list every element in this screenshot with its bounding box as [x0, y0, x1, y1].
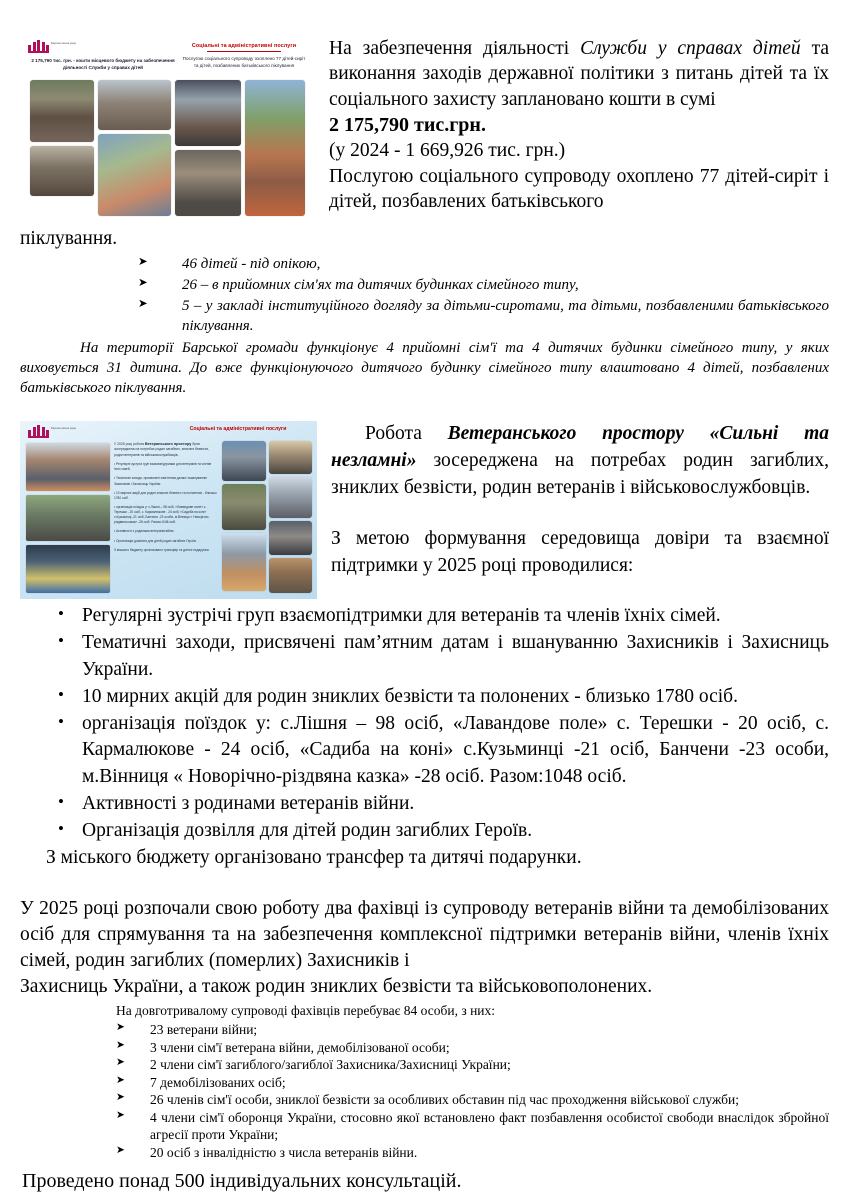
photo — [222, 484, 266, 530]
s1-text-italic: Служби у справах дітей — [580, 38, 801, 59]
photo-column — [98, 80, 171, 216]
photo — [175, 80, 241, 146]
poster-2-headline-right — [167, 426, 309, 432]
photo — [222, 441, 266, 481]
section-3-lead: На довготривалому супроводі фахівців перебуває 84 особи, з них: — [116, 1002, 496, 1018]
list-item: ➤ 26 членів сім'ї особи, зниклої безвісти за особливих обставин під час проходження військової служби; — [116, 1091, 829, 1109]
list-item: • організація поїздок у: с.Лішня – 98 осіб, «Лавандове поле» с. Терешки - 20 осіб, с. Кармалюкове - 24 осіб, «Садиба на коні» с.Кузьминці -21 осіб, Банчени -23 особи, м.Вінниця « Новорічно-різдвяна казка» -28 осіб. Разом:1048 осіб. — [56, 711, 829, 792]
section-1-note: На території Барської громади функціонує 4 прийомні сім'ї та 4 дитячих будинки сімейного типу, у яких виховується 31 дитина. До вже функціонуючого дитячого будинку сімейного типу влаштовано 4 дітей, позбавлених батьківського піклування. — [20, 340, 829, 396]
photo — [26, 443, 110, 491]
s3-para-last-line: Захисниць України, а також родин зниклих безвісти та військовополонених. — [20, 975, 653, 997]
list-item: • Організація дозвілля для дітей родин загиблих Героїв. — [56, 818, 829, 845]
poster-2-body-text — [114, 441, 218, 591]
section-3-closing: Проведено понад 500 індивідуальних консультацій. — [22, 1169, 462, 1192]
photo-column — [30, 80, 94, 216]
section-3-paragraph — [20, 896, 829, 1000]
poster-1-divider — [207, 51, 281, 52]
city-council-logo — [28, 40, 93, 53]
s2-text-bold-italic: Ветеранського простору «Сильні та незламні» — [331, 422, 829, 471]
list-item: • Активності з родинами ветеранів війни. — [56, 791, 829, 818]
photo — [269, 441, 312, 474]
poster-2-bullet-text: Регулярні зустрічі груп взаємопідтримки для ветеранів та членів їхніх сімей. — [114, 462, 212, 472]
section-2-paragraphs — [331, 421, 829, 580]
crest-icon — [28, 40, 48, 53]
photo — [269, 521, 312, 554]
section-1-arrow-list — [20, 255, 829, 337]
city-council-logo — [28, 425, 93, 438]
logo-caption: Барська міська рада — [51, 426, 76, 430]
poster-2-footer: З міського бюджету організовано трансфер та дитячі подарунки. — [114, 547, 210, 552]
photo — [222, 533, 266, 591]
poster-2-bullet: • Регулярні зустрічі груп взаємопідтримки для ветеранів та членів їхніх сімей. — [114, 462, 212, 472]
s1-coverage: Послугою соціального супроводу охоплено 77 дітей-сиріт і дітей, позбавлених батьківського — [329, 165, 829, 213]
photo — [26, 495, 110, 541]
list-item: ➤ 2 члени сім'ї загиблого/загиблої Захисника/Захисниці України; — [116, 1056, 829, 1074]
poster-2-bullet: • організація поїздок у: с.Лішня – 98 осіб, «Лавандове поле» с. Терешки - 20 осіб, с. Кармалюкове - 24 осіб, «Садиба на коні» с.Кузьминці -21 осіб, Банчени -23 особи, м.Вінниця « Новорічно-різдвяна казка» -28 осіб. Разом:1048 осіб. — [114, 504, 210, 525]
poster-2-body-title — [114, 441, 218, 458]
s1-coverage-tail: піклування. — [20, 228, 118, 249]
poster-2-canvas — [20, 421, 317, 599]
list-item: • 10 мирних акцій для родин зниклих безвісти та полонених - близько 1780 осіб. — [56, 684, 829, 711]
section-2-para-2: З метою формування середовища довіри та взаємної підтримки у 2025 році проводилися: — [331, 527, 829, 576]
poster-2-right-photos — [222, 441, 312, 593]
poster-2-intro: була зосереджена на потребах родин загиблих, зниклих безвісти, родин ветеранів та військовослужбовців. — [114, 441, 209, 457]
s1-amount: 2 175,790 тис.грн. — [329, 114, 486, 137]
s2-text-b: зосереджена на потребах родин загиблих, зниклих безвісти, родин ветеранів і військовослужбовців. — [331, 449, 829, 498]
section-2-after-bullets: З міського бюджету організовано трансфер та дитячі подарунки. — [46, 847, 582, 869]
poster-2-left-photos — [26, 443, 110, 593]
s1-text-a: На забезпечення діяльності — [329, 38, 581, 59]
poster-2-bullet-text: Організація дозвілля для дітей родин загиблих Героїв. — [116, 538, 197, 543]
photo — [98, 80, 171, 130]
poster-veteran-space — [20, 421, 317, 599]
s3-para-body: У 2025 році розпочали свою роботу два фахівці із супроводу ветеранів війни та демобілізованих осіб для спрямування та на забезпечення комплексної підтримки ветеранів війни, членів їхніх сімей, родин загиблих (померлих) Захисників і — [20, 897, 829, 971]
photo-column — [269, 441, 312, 593]
s2-text-a: Робота — [365, 422, 448, 444]
poster-2-bullet-text: Активності з родинами ветеранів війни. — [116, 529, 175, 534]
photo-column — [175, 80, 241, 216]
poster-social-services-children — [20, 36, 317, 222]
crest-icon — [28, 425, 48, 438]
photo — [175, 150, 241, 216]
photo — [30, 80, 94, 142]
photo-column — [222, 441, 266, 593]
photo — [26, 545, 110, 593]
poster-2-title: Соціальні та адміністративні послуги — [189, 425, 287, 432]
photo-column — [245, 80, 305, 216]
poster-2-bullet: • Активності з родинами ветеранів війни. — [114, 529, 175, 534]
list-item: ➤ 7 демобілізованих осіб; — [116, 1074, 829, 1092]
poster-1-canvas — [20, 36, 317, 222]
list-item: ➤ 23 ветерани війни; — [116, 1021, 829, 1039]
list-item: • Тематичні заходи, присвячені пам’ятним датам і вшануванню Захисників і Захисниць України. — [56, 630, 829, 684]
photo — [30, 146, 94, 196]
poster-1-title: Соціальні та адміністративні послуги — [191, 43, 297, 49]
photo — [98, 134, 171, 216]
poster-2-bullet: • Тематичні заходи, присвячені пам'ятним датам і вшануванню Захисників і Захисниць України. — [114, 476, 207, 486]
photo — [269, 477, 312, 518]
list-item: • Регулярні зустрічі груп взаємопідтримки для ветеранів та членів їхніх сімей. — [56, 603, 829, 630]
poster-1-headline-left: 2 175,790 тис. грн. - кошти місцевого бюджету на забезпечення діяльності Служби у справах дітей — [31, 58, 175, 70]
section-2-bullet-list — [20, 603, 829, 845]
section-children-service — [20, 0, 829, 399]
poster-1-headline-right — [180, 43, 308, 69]
poster-2-bullet-text: організація поїздок у: с.Лішня – 98 осіб, «Лавандове поле» с. Терешки - 20 осіб, с. Кармалюкове - 24 осіб, «Садиба на коні» с.Кузьминці -21 осіб, Банчени -23 особи, м.Вінниця « Новорічно-різдвяна казка» -28 осіб. Разом:1048 осіб. — [114, 504, 210, 525]
section-veteran-specialists — [20, 896, 829, 1194]
poster-1-photo-grid — [30, 80, 308, 216]
section-1-paragraph — [329, 36, 829, 214]
photo — [245, 80, 305, 216]
poster-1-subtitle: Послугою соціального супроводу охоплено 77 дітей-сиріт та дітей, позбавлених батьківського піклування — [182, 56, 306, 69]
list-item: ➤ 20 осіб з інвалідністю з числа ветеранів війни. — [116, 1144, 829, 1162]
poster-2-title-bold: Ветеранського простору — [144, 441, 192, 446]
photo — [269, 558, 312, 593]
section-2-para-1 — [331, 421, 829, 502]
poster-2-bullet: • Організація дозвілля для дітей родин загиблих Героїв. — [114, 538, 197, 543]
poster-2-bullet-text: Тематичні заходи, присвячені пам'ятним датам і вшануванню Захисників і Захисниць України. — [114, 476, 207, 486]
list-item: ➤ 46 дітей - під опікою, — [138, 255, 829, 275]
poster-2-bullet-text: 10 мирних акцій для родин зниклих безвісти та полонених - близько 1780 осіб. — [114, 490, 217, 500]
section-veteran-space — [20, 399, 829, 872]
poster-2-title-prefix: У 2025 році робота — [114, 441, 145, 446]
section-3-arrow-list — [20, 1021, 829, 1161]
list-item: ➤ 3 члени сім'ї ветерана війни, демобілізованої особи; — [116, 1039, 829, 1057]
list-item: ➤ 4 члени сім'ї оборонця України, стосовно якої встановлено факт позбавлення особистої свободи внаслідок збройної агресії проти України; — [116, 1109, 829, 1144]
s1-previous-year: (у 2024 - 1 669,926 тис. грн.) — [329, 140, 566, 162]
list-item: ➤ 5 – у закладі інституційного догляду за дітьми-сиротами, та дітьми, позбавленими батьківського піклування. — [138, 297, 829, 337]
s1-text-b: та виконання заходів державної політики з питань дітей та їх соціального захисту заплановано кошти в сумі — [329, 38, 829, 110]
poster-2-bullet: • 10 мирних акцій для родин зниклих безвісти та полонених - близько 1780 осіб. — [114, 490, 217, 500]
list-item: ➤ 26 – в прийомних сім'ях та дитячих будинках сімейного типу, — [138, 276, 829, 296]
logo-caption: Барська міська рада — [51, 42, 76, 45]
